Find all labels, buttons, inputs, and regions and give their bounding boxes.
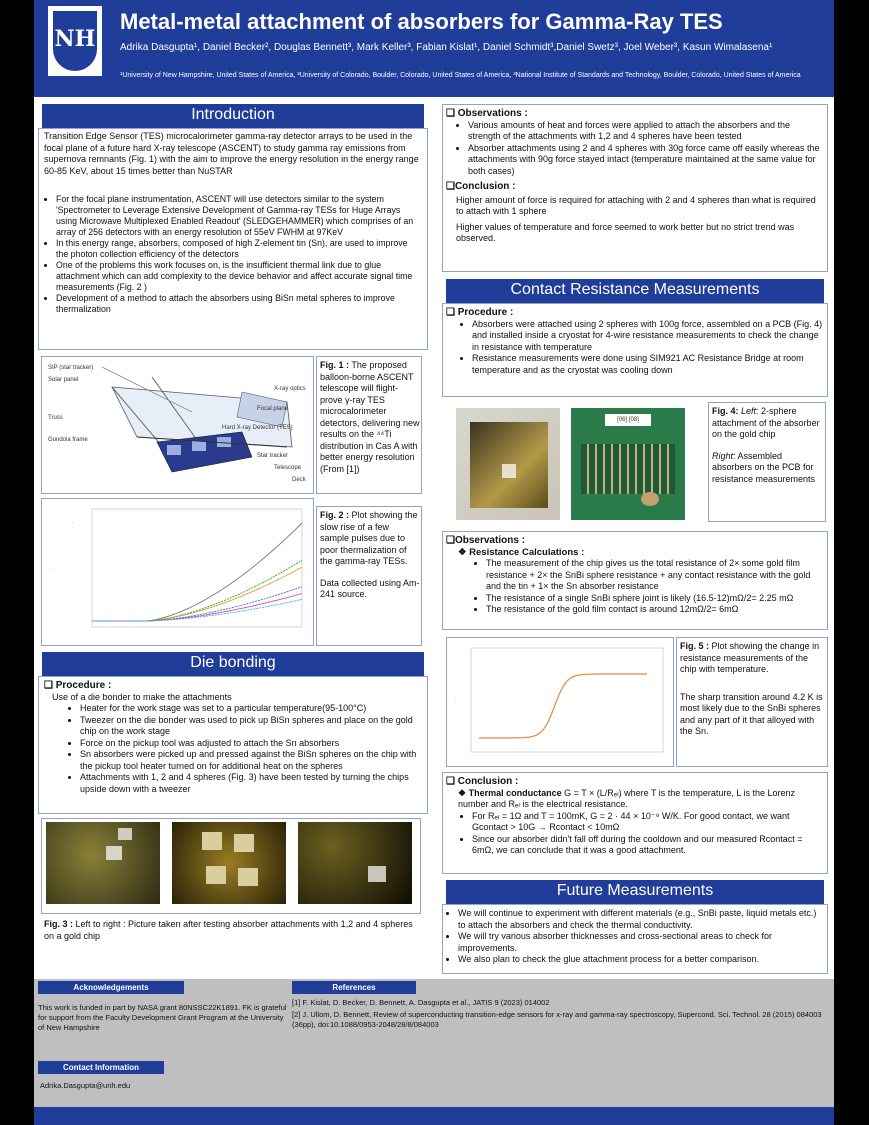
intro-bullet: • In this energy range, absorbers, composed of high Z-element tin (Sn), are used to improve the photon collection efficiency of the detectors xyxy=(56,238,422,260)
fig5-resistance-plot xyxy=(447,638,673,766)
fig2-caption-text2: Data collected using Am-241 source. xyxy=(320,577,420,599)
absorber-square xyxy=(206,866,226,884)
fig4-photo-chip xyxy=(456,408,560,520)
die-heading: Die bonding xyxy=(42,652,424,676)
poster-header xyxy=(34,0,834,97)
contact-info-title: Contact Information xyxy=(38,1061,164,1074)
resistance-calc-title: ❖ Resistance Calculations : xyxy=(458,546,585,558)
thermal-conductance-formula: G = T × (L/Rₑₗ) where T is the temperature, L is the Lorenz number and Rₑₗ is the electrical resistance. xyxy=(458,787,796,809)
acknowledgements-title: Acknowledgements xyxy=(38,981,184,994)
resistance-observations-title: ❑Observations : xyxy=(446,535,525,546)
absorber-square xyxy=(118,828,132,840)
contact-bullet: • Resistance measurements were done using SIM921 AC Resistance Bridge at room temperature and as the cryostat was cooling down xyxy=(472,353,824,376)
affiliations: ¹University of New Hampshire, United States of America, ²University of Colorado, Boulder, Colorado, United States of America, ³National Institute of Standards and Technology, Boulder, Colorado, United States of America xyxy=(120,72,801,79)
fig1-label-left: Gondola frame xyxy=(48,437,88,443)
fig4-left-word: Left xyxy=(741,406,757,416)
fig1-label-right: Deck xyxy=(292,477,306,483)
observation-bullet: • Absorber attachments using 2 and 4 spheres with 30g force came off easily whereas the attachments with 90g force stayed intact (temperature maintained at the same value for both cases) xyxy=(468,143,824,178)
fig1-label-right: X-ray optics xyxy=(274,386,306,392)
die-step: • Heater for the work stage was set to a particular temperature(95-100°C) xyxy=(80,703,424,715)
thermal-conductance-label: ❖ Thermal conductance xyxy=(458,787,562,798)
unh-shield-icon xyxy=(53,11,97,71)
fig5-label: Fig. 5 : xyxy=(680,641,709,651)
fig1-caption-text: The proposed balloon-borne ASCENT telescope will flight-prove γ-ray TES microcalorimeter detectors, delivering new results on the ⁴⁴Ti distribution in Cas A with better energy resolution (From [1]) xyxy=(320,360,420,474)
poster-title: Metal-metal attachment of absorbers for Gamma-Ray TES xyxy=(120,9,723,34)
absorber-square xyxy=(238,868,258,886)
contact-bullet: • Absorbers were attached using 2 spheres with 100g force, assembled on a PCB (Fig. 4) and installed inside a cryostat for 4-wire resistance measurements to check the change in resistance with temperature xyxy=(472,319,824,354)
thermal-bullet: • For Rₑₗ = 1Ω and T = 100mK, G = 2 · 44 × 10⁻⁹ W/K. For good contact, we want Gcontact > 10G → Rcontact < 10mΩ xyxy=(472,811,824,834)
contact-heading: Contact Resistance Measurements xyxy=(446,279,824,303)
future-bullet: • We will continue to experiment with different materials (e.g., SnBi paste, liquid metals etc.) to attach the absorbers and check the thermal conductivity. xyxy=(458,908,824,931)
fig1-label-right: Focal plane xyxy=(257,406,289,412)
thermal-bullet: • Since our absorber didn't fall off during the cooldown and our measured Rcontact = 6mΩ, we can conclude that it was a good attachment. xyxy=(472,834,824,857)
fig2-label: Fig. 2 : xyxy=(320,510,349,520)
fig4-caption xyxy=(712,406,824,485)
acknowledgements-text: This work is funded in part by NASA grant 80NSSC22K1891. FK is grateful for support from the Faculty Development Grant Program at the University of New Hampshire xyxy=(38,1003,287,1032)
absorber-square xyxy=(368,866,386,882)
die-procedure-title: ❑ Procedure : xyxy=(44,680,112,691)
absorber-square xyxy=(234,834,254,852)
fig1-image xyxy=(41,356,314,494)
fig5-caption-text: Plot showing the change in resistance measurements of the chip with temperature. xyxy=(680,641,820,674)
absorber-square xyxy=(502,464,516,478)
fig5-caption-text2: The sharp transition around 4.2 K is most likely due to the SnBi spheres and any part of it that alloyed with the Sn. xyxy=(680,691,823,736)
future-content xyxy=(446,908,824,966)
author-list: Adrika Dasgupta¹, Daniel Becker², Douglas Bennett³, Mark Keller³, Fabian Kislat¹, Daniel Schmidt³,Daniel Swetz³, Joel Weber³, Kasun Wimalasena¹ xyxy=(120,42,773,53)
fig4-right-word: Right xyxy=(712,450,734,461)
thermal-conclusion-content xyxy=(446,776,824,857)
observations-content xyxy=(446,108,824,245)
fig2-tick: · xyxy=(72,520,74,526)
fig2-pulse-plot xyxy=(42,499,313,645)
conclusion-title: ❑Conclusion : xyxy=(446,181,516,192)
fig3-photo-4-spheres xyxy=(298,822,412,904)
resistance-observations-content xyxy=(446,535,824,616)
reference-item: [1] F. Kislat, D. Becker, D. Bennett, A. Dasgupta et al., JATIS 9 (2023) 014002 xyxy=(292,998,550,1007)
fig1-label-right: Hard X-ray Detector (TES) xyxy=(222,425,293,431)
intro-bullets xyxy=(42,194,422,315)
fig3-photo-2-spheres xyxy=(172,822,286,904)
absorber-square xyxy=(106,846,122,860)
references-list xyxy=(292,998,828,1030)
pcb-traces xyxy=(581,444,675,494)
pcb-pad xyxy=(641,492,659,506)
ascent-telescope-illustration xyxy=(42,357,313,493)
contact-content xyxy=(446,307,824,376)
die-step: • Attachments with 1, 2 and 4 spheres (Fig. 3) have been tested by turning the chips upside down with a tweezer xyxy=(80,772,424,795)
fig2-caption xyxy=(320,510,420,601)
contact-email[interactable]: Adrika.Dasgupta@unh.edu xyxy=(40,1081,131,1090)
fig5-image xyxy=(446,637,674,767)
intro-paragraph: Transition Edge Sensor (TES) microcalorimeter gamma-ray detector arrays to be used in the focal plane of a future hard X-ray telescope (ASCENT) to study gamma ray emissions from supernova remnants (Fig. 1) with the aim to improve the energy resolution in the energy range 60-85 KeV, about 15 times better than NuSTAR xyxy=(44,131,419,176)
poster-bottom-bar xyxy=(34,1107,834,1125)
fig3-caption xyxy=(44,919,424,942)
fig2-caption-text: Plot showing the slow rise of a few sample pulses due to poor thermalization of the gamma-ray TESs. xyxy=(320,510,418,566)
fig3-photo-1-sphere xyxy=(46,822,160,904)
fig4-left-text: : 2-sphere attachment of the absorber on the gold chip xyxy=(712,406,820,439)
intro-heading: Introduction xyxy=(42,104,424,128)
references-title: References xyxy=(292,981,416,994)
poster xyxy=(34,0,834,1125)
fig4-right-text: : Assembled absorbers on the PCB for resistance measurements xyxy=(712,450,816,484)
pcb-tag: [06] [08] xyxy=(605,414,651,426)
die-content xyxy=(44,680,424,795)
fig1-label-left: Truss xyxy=(48,415,63,421)
fig2-ylabel: · xyxy=(52,567,58,569)
fig1-label-left: SIP (star tracker) xyxy=(48,365,94,371)
resistance-bullet: • The resistance of a single SnBi sphere joint is likely (16.5-12)mΩ/2= 2.25 mΩ xyxy=(486,593,824,605)
fig5-caption xyxy=(680,641,826,738)
conclusion-text: Higher amount of force is required for attaching with 2 and 4 spheres than what is required to attach with 1 sphere xyxy=(456,194,816,216)
intro-bullet: • For the focal plane instrumentation, ASCENT will use detectors similar to the system 'Spectrometer to Leverage Extensive Development of Gamma-ray TESs for Huge Arrays using Microwave Multiplexed Enabled Readout' (SLEDGEHAMMER) which comprises of an array of 256 detectors with an energy resolution of 55eV FWHM at 97KeV xyxy=(56,194,422,238)
resistance-bullet: • The measurement of the chip gives us the total resistance of 2× some gold film resistance + 2× the SnBi sphere resistance + any contact resistance with the gold and the tin + 1× the Sn absorber resistance xyxy=(486,558,824,593)
contact-procedure-title: ❑ Procedure : xyxy=(446,307,514,318)
die-step: • Force on the pickup tool was adjusted to attach the Sn absorbers xyxy=(80,738,424,750)
die-intro-line: Use of a die bonder to make the attachments xyxy=(52,691,232,702)
intro-bullet: • Development of a method to attach the absorbers using BiSn metal spheres to improve thermalization xyxy=(56,293,422,315)
fig4-label: Fig. 4: xyxy=(712,406,739,416)
thermal-conclusion-title: ❑ Conclusion : xyxy=(446,776,519,787)
intro-bullet: • One of the problems this work focuses on, is the insufficient thermal link due to glue attachment which can add complexity to the device behavior and affect accurate signal time measurements (Fig. 2 ) xyxy=(56,260,422,293)
fig1-label-left: Solar panel xyxy=(48,377,79,383)
poster-footer xyxy=(34,979,834,1107)
fig5-ylabel: · xyxy=(453,700,459,702)
fig4-photo-pcb xyxy=(571,408,685,520)
conclusion-text: Higher values of temperature and force seemed to work better but no strict trend was observed. xyxy=(456,221,795,243)
future-bullet: • We will try various absorber thicknesses and cross-sectional areas to check for improvements. xyxy=(458,931,824,954)
resistance-bullet: • The resistance of the gold film contact is around 12mΩ/2= 6mΩ xyxy=(486,604,824,616)
die-step: • Sn absorbers were picked up and pressed against the BiSn spheres on the chip with the pickup tool heater turned on for additional heat on the spheres xyxy=(80,749,424,772)
absorber-square xyxy=(202,832,222,850)
fig1-label-right: Star tracker xyxy=(257,453,289,459)
die-step: • Tweezer on the die bonder was used to pick up BiSn spheres and place on the gold chip on the work stage xyxy=(80,715,424,738)
logo-text: NH xyxy=(54,26,96,52)
observation-bullet: • Various amounts of heat and forces were applied to attach the absorbers and the strength of the attachments with 1,2 and 4 spheres have been tested xyxy=(468,120,824,143)
fig1-caption xyxy=(320,360,420,475)
fig3-label: Fig. 3 : xyxy=(44,919,73,929)
future-bullet: • We also plan to check the glue attachment process for a better comparison. xyxy=(458,954,824,966)
observations-title: ❑ Observations : xyxy=(446,108,528,119)
future-heading: Future Measurements xyxy=(446,880,824,904)
fig1-label-right: Telescope xyxy=(274,465,302,471)
fig2-image xyxy=(41,498,314,646)
unh-logo xyxy=(48,6,102,76)
reference-item: [2] J. Ullom, D. Bennett, Review of superconducting transition-edge sensors for x-ray and gamma-ray spectroscopy, Supercond. Sci. Technol. 28 (2015) 084003 (36pp), doi:10.1088/0953-2048/28/8/084003 xyxy=(292,1010,822,1029)
fig1-label: Fig. 1 : xyxy=(320,360,349,370)
fig3-caption-text: Left to right : Picture taken after testing absorber attachments with 1,2 and 4 spheres on a gold chip xyxy=(44,919,413,941)
